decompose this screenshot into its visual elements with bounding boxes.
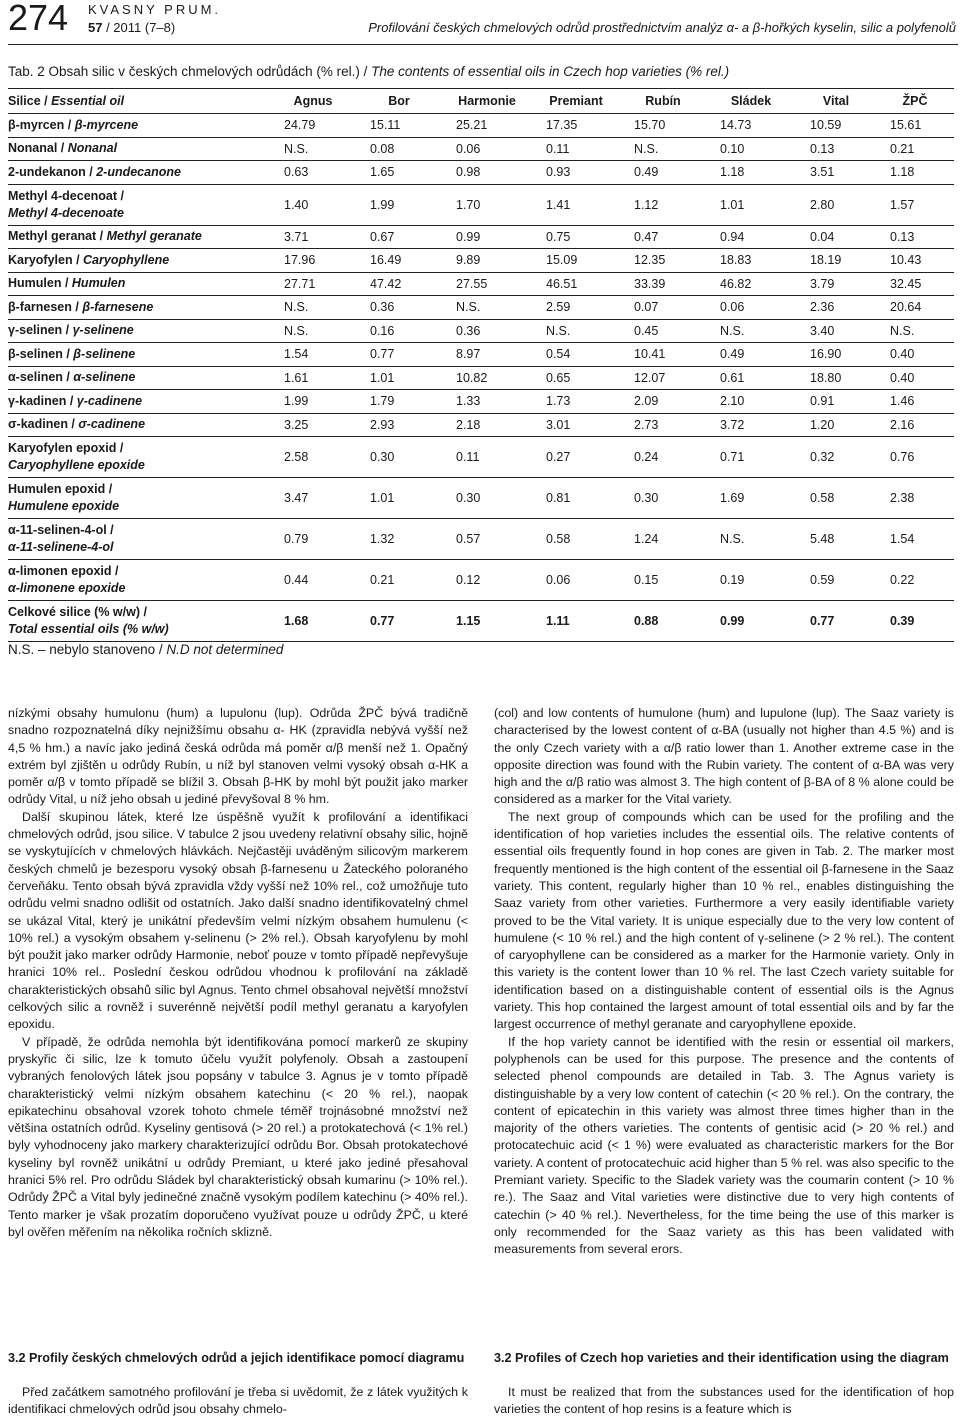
table-row xyxy=(8,478,954,519)
value-cell: 15.09 xyxy=(532,249,620,273)
value-cell: 24.79 xyxy=(270,114,356,138)
oil-name-cell xyxy=(8,519,270,560)
value-cell: 1.01 xyxy=(706,184,796,225)
table-row xyxy=(8,390,954,414)
value-cell: 17.35 xyxy=(532,114,620,138)
value-cell: 0.36 xyxy=(442,319,532,343)
value-cell: 0.44 xyxy=(270,560,356,601)
oil-name-cz: Karyofylen epoxid / xyxy=(8,441,124,455)
value-cell: 0.99 xyxy=(706,601,796,642)
header-variety: Rubín xyxy=(620,89,706,114)
section-text-cz xyxy=(8,1384,468,1419)
oil-name-cell xyxy=(8,601,270,642)
value-cell: 1.73 xyxy=(532,390,620,414)
oil-name-cell xyxy=(8,161,270,185)
value-cell: 1.70 xyxy=(442,184,532,225)
value-cell: 0.36 xyxy=(356,296,442,320)
oil-name-en: β-farnesene xyxy=(82,299,154,314)
header-variety: ŽPČ xyxy=(876,89,954,114)
value-cell: 0.67 xyxy=(356,225,442,249)
table-row xyxy=(8,413,954,437)
table-row xyxy=(8,249,954,273)
table-caption xyxy=(8,64,729,79)
oil-name-cell xyxy=(8,343,270,367)
value-cell: 0.06 xyxy=(532,560,620,601)
value-cell: 18.19 xyxy=(796,249,876,273)
value-cell: 2.93 xyxy=(356,413,442,437)
value-cell: 0.13 xyxy=(876,225,954,249)
value-cell: 1.15 xyxy=(442,601,532,642)
value-cell: N.S. xyxy=(706,519,796,560)
header-label-en: Essential oil xyxy=(51,94,125,108)
value-cell: 2.58 xyxy=(270,437,356,478)
value-cell: 1.33 xyxy=(442,390,532,414)
value-cell: 0.27 xyxy=(532,437,620,478)
value-cell: 3.40 xyxy=(796,319,876,343)
table-row xyxy=(8,225,954,249)
value-cell: 25.21 xyxy=(442,114,532,138)
value-cell: 0.40 xyxy=(876,343,954,367)
value-cell: 8.97 xyxy=(442,343,532,367)
value-cell: 16.90 xyxy=(796,343,876,367)
value-cell: 0.21 xyxy=(356,560,442,601)
value-cell: 0.58 xyxy=(532,519,620,560)
value-cell: 0.88 xyxy=(620,601,706,642)
value-cell: 0.98 xyxy=(442,161,532,185)
value-cell: 12.35 xyxy=(620,249,706,273)
oil-name-cell xyxy=(8,272,270,296)
value-cell: 1.61 xyxy=(270,366,356,390)
value-cell: 0.77 xyxy=(356,601,442,642)
value-cell: 1.11 xyxy=(532,601,620,642)
oil-name-cz: γ-selinen / xyxy=(8,323,73,338)
value-cell: 1.12 xyxy=(620,184,706,225)
value-cell: 3.25 xyxy=(270,413,356,437)
value-cell: 1.20 xyxy=(796,413,876,437)
value-cell: 16.49 xyxy=(356,249,442,273)
oil-name-cz: α-limonen epoxid / xyxy=(8,564,119,578)
oil-name-cz: 2-undekanon / xyxy=(8,164,97,179)
header-variety: Vital xyxy=(796,89,876,114)
value-cell: 0.71 xyxy=(706,437,796,478)
oil-name-en: γ-selinene xyxy=(72,323,134,338)
oil-name-cell xyxy=(8,249,270,273)
oil-name-en: γ-cadinene xyxy=(76,393,143,408)
value-cell: 0.79 xyxy=(270,519,356,560)
essential-oils-table xyxy=(8,88,954,642)
value-cell: 1.68 xyxy=(270,601,356,642)
oil-name-en: α-limonene epoxide xyxy=(8,581,126,595)
value-cell: 1.54 xyxy=(270,343,356,367)
table-row xyxy=(8,272,954,296)
oil-name-en: Total essential oils (% w/w) xyxy=(8,622,169,636)
oil-name-cell xyxy=(8,478,270,519)
footnote-cz: N.S. – nebylo stanoveno / xyxy=(8,642,167,657)
oil-name-cell xyxy=(8,319,270,343)
page-number: 274 xyxy=(8,0,69,38)
value-cell: 2.10 xyxy=(706,390,796,414)
value-cell: N.S. xyxy=(270,296,356,320)
value-cell: 0.57 xyxy=(442,519,532,560)
value-cell: 0.76 xyxy=(876,437,954,478)
value-cell: 0.58 xyxy=(796,478,876,519)
value-cell: 20.64 xyxy=(876,296,954,320)
issue-year: / 2011 (7–8) xyxy=(102,20,176,35)
value-cell: 1.46 xyxy=(876,390,954,414)
oil-name-cell xyxy=(8,413,270,437)
value-cell: 0.12 xyxy=(442,560,532,601)
oil-name-cell xyxy=(8,560,270,601)
value-cell: 46.82 xyxy=(706,272,796,296)
header-variety: Harmonie xyxy=(442,89,532,114)
oil-name-en: Caryophyllene epoxide xyxy=(8,458,145,472)
paragraph: It must be realized that from the substances used for the identification of hop varieties the content of hop resins is a feature which is xyxy=(494,1385,954,1417)
value-cell: 0.94 xyxy=(706,225,796,249)
oil-name-cz: β-selinen / xyxy=(8,346,74,361)
value-cell: 9.89 xyxy=(442,249,532,273)
left-text-column xyxy=(8,705,468,1241)
value-cell: 2.73 xyxy=(620,413,706,437)
oil-name-cz: β-farnesen / xyxy=(8,299,83,314)
value-cell: 0.77 xyxy=(796,601,876,642)
section-text-en xyxy=(494,1384,954,1419)
oil-name-cell xyxy=(8,296,270,320)
oil-name-cz: σ-kadinen / xyxy=(8,417,79,432)
oil-name-en: 2-undecanone xyxy=(96,164,181,179)
value-cell: 2.16 xyxy=(876,413,954,437)
value-cell: 0.45 xyxy=(620,319,706,343)
oil-name-cell xyxy=(8,114,270,138)
value-cell: 1.40 xyxy=(270,184,356,225)
value-cell: 1.99 xyxy=(356,184,442,225)
oil-name-cell xyxy=(8,390,270,414)
value-cell: 0.30 xyxy=(442,478,532,519)
value-cell: N.S. xyxy=(270,319,356,343)
footnote-en: N.D not determined xyxy=(166,642,284,657)
oil-name-en: α-selinene xyxy=(73,370,136,385)
oil-name-cz: Methyl 4-decenoat / xyxy=(8,188,124,203)
value-cell: 0.63 xyxy=(270,161,356,185)
value-cell: 10.82 xyxy=(442,366,532,390)
paragraph: (col) and low contents of humulone (hum) and lupulone (lup). The Saaz variety is characterised by the lowest content of α-BA (usually not higher than 4.5 %) and is the only Czech variety with a α/β ratio lower than 1. Another extreme case in the opposite direction was found with the Rubin variety. The content of α-BA was very high and the α/β ratio was almost 3. The high content of β-BA of 8 % alone could be considered as a marker for the Vital variety. xyxy=(494,706,954,807)
oil-name-cz: Humulen epoxid / xyxy=(8,482,113,496)
paragraph: If the hop variety cannot be identified with the resin or essential oil markers, polyphenols can be used for this purpose. The presence and the contents of selected phenol compounds are detailed in Tab. 3. The Agnus variety is distinguishable by a very low content of catechin (< 20 % rel.). On the contrary, the content of epicatechin in this variety was almost three times higher than in the majority of the others varieties. The contents of gentisic acid (> 20 % rel.) and protocatechuic acid (< 1 %) were evaluated as characteristic markers for the Bor variety. A content of protocatechuic acid higher than 5 % rel. was also specific to the Premiant variety. Specific to the Sladek variety was the coumarin content (> 10 % re.). The Saaz and Vital varieties were distinctive due to very high contents of catechin (> 40 % rel.). Nevertheless, for the time being the use of this marker is only recommended for the Saaz variety as this has been validated with measurements from several erors. xyxy=(494,1034,954,1257)
value-cell: 15.61 xyxy=(876,114,954,138)
value-cell: 0.39 xyxy=(876,601,954,642)
header-variety: Premiant xyxy=(532,89,620,114)
oil-name-cell xyxy=(8,137,270,161)
value-cell: 3.51 xyxy=(796,161,876,185)
value-cell: 0.24 xyxy=(620,437,706,478)
value-cell: 15.70 xyxy=(620,114,706,138)
value-cell: 27.71 xyxy=(270,272,356,296)
oil-name-cz: γ-kadinen / xyxy=(8,393,77,408)
table-caption-en: The contents of essential oils in Czech hop varieties (% rel.) xyxy=(371,64,730,79)
oil-name-en: Humulene epoxide xyxy=(8,499,120,513)
value-cell: 0.49 xyxy=(620,161,706,185)
section-heading-cz: 3.2 Profily českých chmelových odrůd a jejich identifikace pomocí diagramu xyxy=(8,1351,465,1365)
table-row xyxy=(8,296,954,320)
value-cell: 2.36 xyxy=(796,296,876,320)
table-footnote xyxy=(8,642,283,657)
value-cell: 10.43 xyxy=(876,249,954,273)
header-essential-oil xyxy=(8,89,270,114)
value-cell: 18.80 xyxy=(796,366,876,390)
value-cell: N.S. xyxy=(270,137,356,161)
paragraph: The next group of compounds which can be used for the profiling and the identification of hop varieties includes the essential oils. The relative contents of essential oils frequently found in hop cones are given in Tab. 2. The marker most frequently mentioned is the high content of the essential oil β-farnesene in the Saaz variety. This content, regularly higher than 10 % rel., enables distinguishing the Saaz variety from other varieties. Furthermore a very easily identifiable variety proved to be the Vital variety. It is unique especially due to the very low content of humulene (< 10 % rel.) and the high content of γ-selinene (> 2 % rel.). The content of caryophyllene can be considered as a marker for the Harmonie variety. Only in this variety is the content lower than 10 % rel. The last Czech variety suitable for identification based on a distinguishable content of essential oils is the Agnus variety. This hop contained the largest amount of total essential oils and by far the largest occurrence of methyl geranate and caryophyllene epoxide. xyxy=(494,809,954,1032)
right-text-column xyxy=(494,705,954,1259)
value-cell: 1.41 xyxy=(532,184,620,225)
oil-name-en: Methyl geranate xyxy=(106,229,202,244)
value-cell: N.S. xyxy=(620,137,706,161)
value-cell: 0.11 xyxy=(442,437,532,478)
value-cell: 0.30 xyxy=(356,437,442,478)
value-cell: 0.61 xyxy=(706,366,796,390)
value-cell: 0.30 xyxy=(620,478,706,519)
paragraph: Další skupinou látek, které lze úspěšně využít k profilování a identifikaci chmelových odrůd, jsou silice. V tabulce 2 jsou uvedeny relativní obsahy silic, hojně se vyskytujících v chmelových hlávkách. Nejčastěji uváděným silicovým markerem českých chmelů je bezesporu vysoký obsah β-farnesenu u Žateckého poloraného červeňáku. Tento obsah bývá zpravidla vždy vyšší než 10% rel., což umožňuje tuto odrůdu velmi snadno odlišit od ostatních. Jako další snadno identifikovatelný chmel se ukázal Vital, který je unikátní především velmi nízkým obsahem humulenu (< 10% rel.) a vysokým obsahem γ-selinenu (> 2% rel.). Obsah karyofylenu by mohl být použit jako marker odrůdy Harmonie, neboť pouze v tomto případě nepřevyšuje hranici 10% rel.. Poslední českou odrůdou vhodnou k profilování na základě charakteristických obsahů silic byl Agnus. Tento chmel obsahoval největší množství celkových silic a rovněž i suverénně největší podíl methyl geranatu a karyofylen epoxidu. xyxy=(8,809,468,1032)
value-cell: 0.40 xyxy=(876,366,954,390)
oil-name-cz: Nonanal / xyxy=(8,141,68,156)
value-cell: 46.51 xyxy=(532,272,620,296)
table-caption-cz: Tab. 2 Obsah silic v českých chmelových odrůdách (% rel.) / xyxy=(8,64,372,79)
value-cell: N.S. xyxy=(706,319,796,343)
value-cell: 0.06 xyxy=(706,296,796,320)
table-row xyxy=(8,366,954,390)
section-heading-en: 3.2 Profiles of Czech hop varieties and their identification using the diagram xyxy=(494,1351,949,1365)
oil-name-cz: Celkové silice (% w/w) / xyxy=(8,605,147,619)
header-variety: Agnus xyxy=(270,89,356,114)
oil-name-en: Methyl 4-decenoate xyxy=(8,205,125,220)
value-cell: 0.32 xyxy=(796,437,876,478)
header-label-cz: Silice / xyxy=(8,94,52,108)
value-cell: 12.07 xyxy=(620,366,706,390)
value-cell: 0.16 xyxy=(356,319,442,343)
value-cell: 1.18 xyxy=(706,161,796,185)
table-row xyxy=(8,161,954,185)
value-cell: 17.96 xyxy=(270,249,356,273)
value-cell: 0.19 xyxy=(706,560,796,601)
table-row xyxy=(8,519,954,560)
oil-name-cz: Karyofylen / xyxy=(8,252,84,267)
oil-name-cz: β-myrcen / xyxy=(8,117,75,132)
value-cell: 0.47 xyxy=(620,225,706,249)
value-cell: 1.01 xyxy=(356,478,442,519)
value-cell: 2.09 xyxy=(620,390,706,414)
value-cell: 33.39 xyxy=(620,272,706,296)
value-cell: 1.54 xyxy=(876,519,954,560)
value-cell: 0.07 xyxy=(620,296,706,320)
table-body xyxy=(8,114,954,642)
value-cell: 0.21 xyxy=(876,137,954,161)
value-cell: 2.38 xyxy=(876,478,954,519)
oil-name-cell xyxy=(8,184,270,225)
value-cell: N.S. xyxy=(442,296,532,320)
table-row xyxy=(8,601,954,642)
oil-name-en: Nonanal xyxy=(67,141,118,156)
value-cell: 1.65 xyxy=(356,161,442,185)
value-cell: 3.71 xyxy=(270,225,356,249)
value-cell: 0.15 xyxy=(620,560,706,601)
paragraph: Před začátkem samotného profilování je třeba si uvědomit, že z látek využitých k identifikaci chmelových odrůd jsou obsahy chmelo- xyxy=(8,1385,468,1417)
issue-info xyxy=(88,20,175,36)
oil-name-cz: α-selinen / xyxy=(8,370,74,385)
value-cell: 5.48 xyxy=(796,519,876,560)
value-cell: 0.22 xyxy=(876,560,954,601)
table-row xyxy=(8,343,954,367)
value-cell: 1.18 xyxy=(876,161,954,185)
value-cell: 0.75 xyxy=(532,225,620,249)
value-cell: 2.80 xyxy=(796,184,876,225)
header-variety: Bor xyxy=(356,89,442,114)
value-cell: 0.49 xyxy=(706,343,796,367)
oil-name-en: β-selinene xyxy=(73,346,136,361)
value-cell: 0.10 xyxy=(706,137,796,161)
value-cell: 0.04 xyxy=(796,225,876,249)
value-cell: 3.79 xyxy=(796,272,876,296)
oil-name-cz: α-11-selinen-4-ol / xyxy=(8,523,114,537)
table-row xyxy=(8,184,954,225)
value-cell: 32.45 xyxy=(876,272,954,296)
oil-name-en: Caryophyllene xyxy=(83,252,170,267)
value-cell: 47.42 xyxy=(356,272,442,296)
value-cell: 10.41 xyxy=(620,343,706,367)
oil-name-cell xyxy=(8,225,270,249)
journal-name: KVASNY PRUM. xyxy=(88,2,222,17)
value-cell: 0.65 xyxy=(532,366,620,390)
value-cell: 3.47 xyxy=(270,478,356,519)
value-cell: 14.73 xyxy=(706,114,796,138)
table-row xyxy=(8,137,954,161)
value-cell: 1.79 xyxy=(356,390,442,414)
value-cell: 3.01 xyxy=(532,413,620,437)
value-cell: 15.11 xyxy=(356,114,442,138)
oil-name-cz: Methyl geranat / xyxy=(8,229,107,244)
value-cell: 0.93 xyxy=(532,161,620,185)
value-cell: 27.55 xyxy=(442,272,532,296)
header-variety: Sládek xyxy=(706,89,796,114)
value-cell: 18.83 xyxy=(706,249,796,273)
issue-volume: 57 xyxy=(88,20,103,35)
table-row xyxy=(8,437,954,478)
value-cell: 0.81 xyxy=(532,478,620,519)
value-cell: 10.59 xyxy=(796,114,876,138)
value-cell: 1.32 xyxy=(356,519,442,560)
value-cell: 1.01 xyxy=(356,366,442,390)
value-cell: 0.13 xyxy=(796,137,876,161)
paragraph: V případě, že odrůda nemohla být identifikována pomocí markerů ze skupiny pryskyřic či silic, lze k tomuto účelu využít polyfenoly. Obsah a zastoupení vybraných fenolových látek jsou popsány v tabulce 3. Agnus je v tomto případě charakteristický velmi nízkým obsahem katechinu (< 20 % rel.), naopak epikatechinu obsahoval vzorek tohoto chmele téměř trojnásobné množství než většina ostatních odrůd. Kyseliny gentisová (> 20 rel.) a protokatechová (< 1% rel.) byly vyhodnoceny jako markery charakterizující odrůdu Bor. Obsah protokatechové kyseliny byl rovněž unikátní u odrůdy Premiant, u které jako jediné přesahoval hranici 5% rel. Pro odrůdu Sládek byl charakteristický obsah kumarinu (> 10% rel.). Odrůdy ŽPČ a Vital byly jedinečné značně vysokým podílem katechinu (> 40% rel.). Tento marker je však prozatím doporučeno využívat pouze u odrůdy ŽPČ, u které byl ověřen měřením na několika ročních sklizně. xyxy=(8,1034,468,1239)
value-cell: 1.99 xyxy=(270,390,356,414)
value-cell: 1.69 xyxy=(706,478,796,519)
table-row xyxy=(8,114,954,138)
oil-name-en: α-11-selinene-4-ol xyxy=(8,540,114,554)
value-cell: 0.91 xyxy=(796,390,876,414)
value-cell: 1.57 xyxy=(876,184,954,225)
oil-name-en: β-myrcene xyxy=(74,117,139,132)
article-title: Profilování českých chmelových odrůd prostřednictvím analýz α- a β-hořkých kyselin, silic a polyfenolů xyxy=(368,20,956,35)
table-header-row xyxy=(8,89,954,114)
page-header xyxy=(8,0,958,45)
value-cell: 2.18 xyxy=(442,413,532,437)
table-row xyxy=(8,319,954,343)
oil-name-cell xyxy=(8,437,270,478)
paragraph: nízkými obsahy humulonu (hum) a lupulonu (lup). Odrůda ŽPČ bývá tradičně snadno rozpoznatelná díky nejnižšímu obsahu α- HK (zpravidla nebývá vyšší než 4,5 % hm.) a navíc jako jediná česká odrůda má poměr α/β menší než 1. Opačný extrém byl zjištěn u odrůdy Rubín, u níž byl stanoven velmi vysoký obsah α-HK a poměr α/β v tomto případě se blížil 3. Obsah β-HK by mohl být použit jako marker odrůdy Vital, u níž jeho obsah u jediné převyšoval 8 % hm. xyxy=(8,706,468,807)
oil-name-cell xyxy=(8,366,270,390)
value-cell: 0.99 xyxy=(442,225,532,249)
oil-name-cz: Humulen / xyxy=(8,276,72,291)
oil-name-en: σ-cadinene xyxy=(78,417,146,432)
value-cell: 0.59 xyxy=(796,560,876,601)
value-cell: 0.11 xyxy=(532,137,620,161)
value-cell: 2.59 xyxy=(532,296,620,320)
value-cell: 0.06 xyxy=(442,137,532,161)
value-cell: N.S. xyxy=(532,319,620,343)
oil-name-en: Humulen xyxy=(71,276,126,291)
value-cell: 1.24 xyxy=(620,519,706,560)
value-cell: 3.72 xyxy=(706,413,796,437)
value-cell: 0.08 xyxy=(356,137,442,161)
value-cell: 0.54 xyxy=(532,343,620,367)
value-cell: N.S. xyxy=(876,319,954,343)
value-cell: 0.77 xyxy=(356,343,442,367)
table-row xyxy=(8,560,954,601)
